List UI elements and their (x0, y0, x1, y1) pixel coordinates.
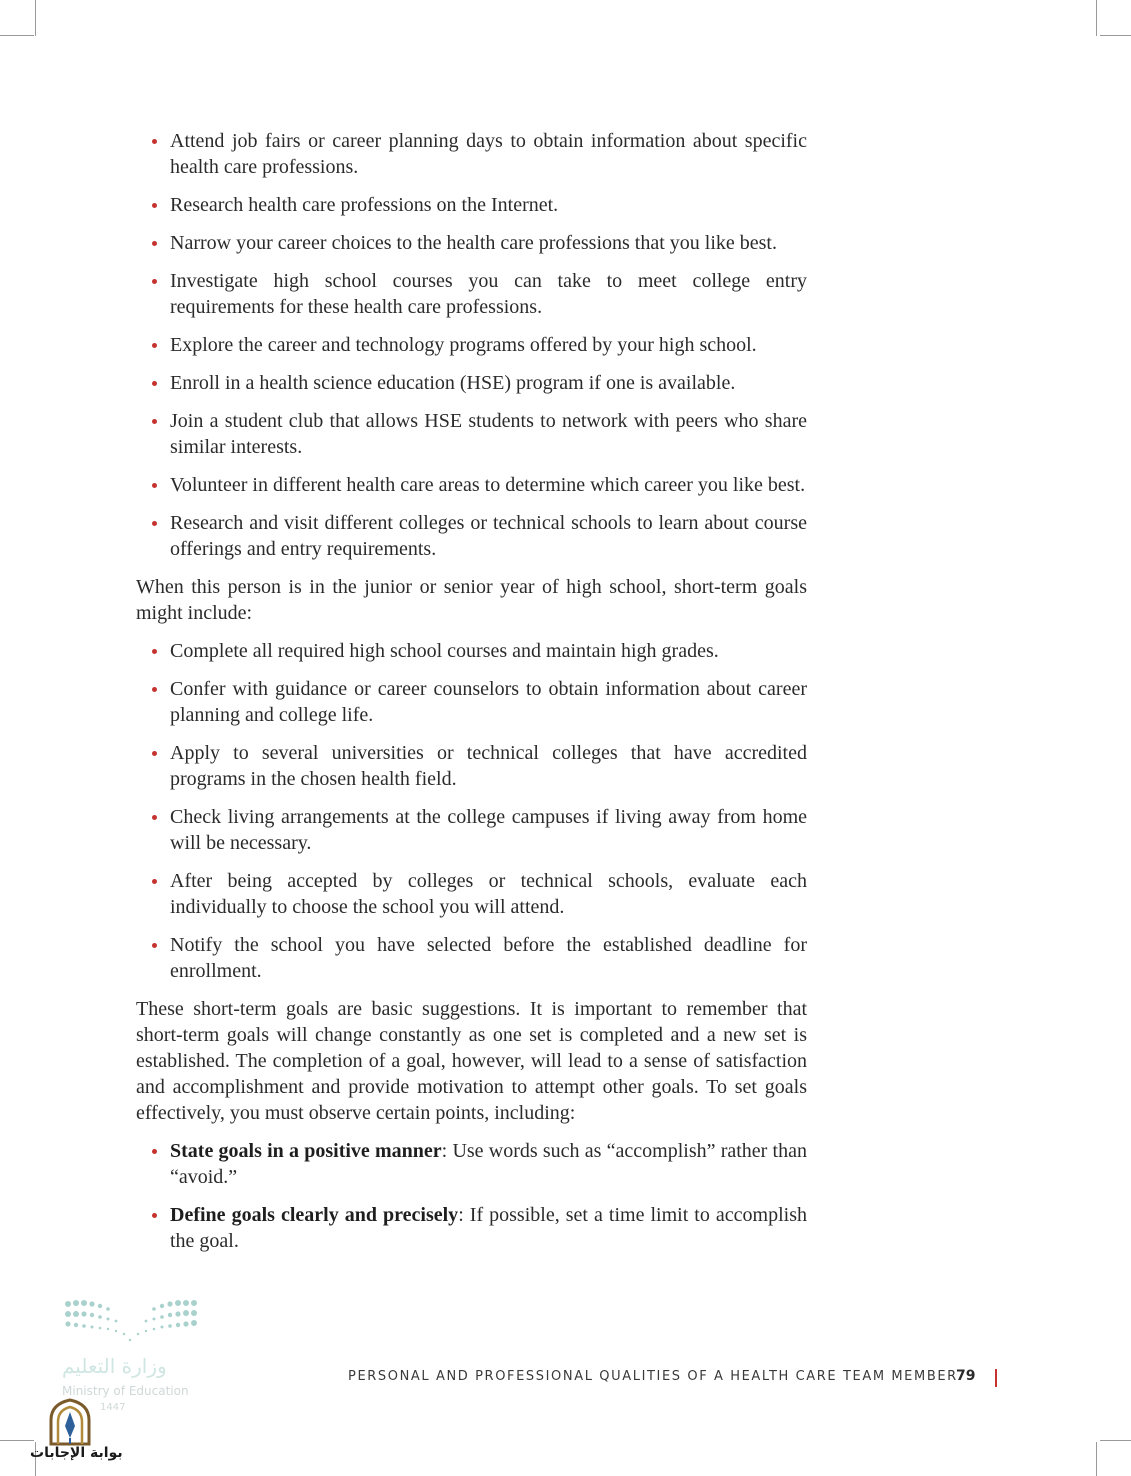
ministry-name-arabic: وزارة التعليم (62, 1354, 167, 1378)
watermark-text: بوابة الإجابات (30, 1445, 123, 1461)
term-description: : If possible, set a time limit to accomplish the goal. (170, 1204, 807, 1252)
mosque-arch-icon (47, 1398, 93, 1446)
bullet-list-goal-points (136, 1138, 807, 1254)
bullet-list-senior-goals (136, 638, 807, 984)
list-item: Volunteer in different health care areas to determine which career you like best. (170, 474, 806, 496)
ministry-logo-dots-icon (60, 1296, 202, 1346)
page-number: 79 (956, 1368, 976, 1384)
list-item: Research health care professions on the Internet. (170, 192, 807, 218)
paragraph-junior-senior: When this person is in the junior or senior year of high school, short-term goals might include: (136, 576, 807, 624)
list-item: Enroll in a health science education (HSE) program if one is available. (170, 370, 807, 396)
crop-mark-top-right-v (1096, 0, 1097, 36)
list-item: Narrow your career choices to the health care professions that you like best. (170, 230, 807, 256)
page-number-bar (995, 1369, 997, 1387)
list-item (170, 1202, 807, 1254)
crop-mark-bottom-left-h (0, 1440, 34, 1441)
crop-mark-top-left-h (0, 35, 34, 36)
list-item: Explore the career and technology programs offered by your high school. (170, 332, 807, 358)
page-body (136, 128, 807, 1266)
list-item: Investigate high school courses you can take to meet college entry requirements for these health care professions. (170, 270, 807, 318)
running-head: PERSONAL AND PROFESSIONAL QUALITIES OF A HEALTH CARE TEAM MEMBER (348, 1369, 958, 1384)
crop-mark-bottom-right-h (1100, 1440, 1131, 1441)
list-item (170, 1138, 807, 1190)
ministry-year: 1447 (100, 1402, 126, 1413)
list-item: Notify the school you have selected before the established deadline for enrollment. (170, 934, 807, 982)
term-bold: Define goals clearly and precisely (170, 1204, 459, 1226)
list-item: After being accepted by colleges or technical schools, evaluate each individually to choose the school you will attend. (170, 870, 807, 918)
crop-mark-top-right-h (1100, 35, 1131, 36)
term-bold: State goals in a positive manner (170, 1140, 442, 1162)
list-item: Apply to several universities or technical colleges that have accredited programs in the chosen health field. (170, 742, 807, 790)
ministry-name-english: Ministry of Education (62, 1384, 189, 1398)
list-item: Research and visit different colleges or technical schools to learn about course offerings and entry requirements. (170, 512, 807, 560)
list-item: Join a student club that allows HSE students to network with peers who share similar interests. (170, 410, 807, 458)
list-item: Complete all required high school courses and maintain high grades. (170, 638, 807, 664)
list-item: Attend job fairs or career planning days to obtain information about specific health care professions. (170, 130, 807, 178)
bullet-list-early-goals (136, 128, 807, 562)
term-description: : Use words such as “accomplish” rather than “avoid.” (170, 1140, 807, 1188)
list-item: Confer with guidance or career counselors to obtain information about career planning and college life. (170, 678, 807, 726)
list-item: Check living arrangements at the college campuses if living away from home will be necessary. (170, 806, 807, 854)
crop-mark-top-left-v (35, 0, 36, 36)
crop-mark-bottom-right-v (1096, 1442, 1097, 1476)
paragraph-goal-suggestions: These short-term goals are basic suggestions. It is important to remember that short-term goals will change constantly as one set is completed and a new set is established. The completion of a goal, however, will lead to a sense of satisfaction and accomplishment and provide motivation to attempt other goals. To set goals effectively, you must observe certain points, including: (136, 998, 807, 1124)
